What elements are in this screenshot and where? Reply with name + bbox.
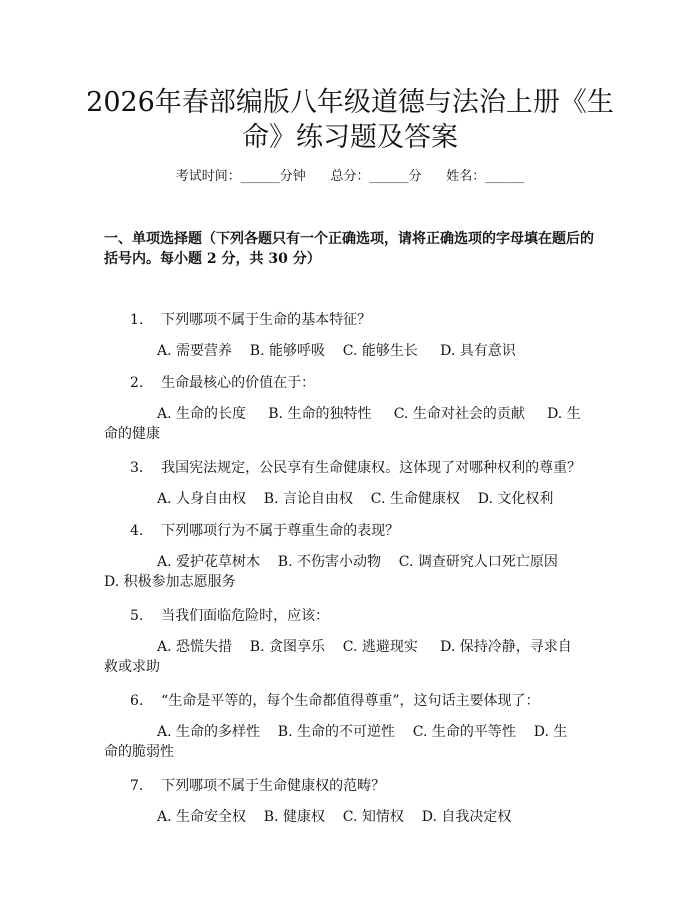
question-options-continued: 命的健康 <box>104 426 160 442</box>
question-options: A. 恐慌失措 B. 贪图享乐 C. 逃避现实 D. 保持冷静，寻求自 <box>157 639 572 655</box>
question-options-continued: 命的脆弱性 <box>104 744 174 760</box>
question-options: A. 需要营养 B. 能够呼吸 C. 能够生长 D. 具有意识 <box>157 343 516 359</box>
page-title-line1: 2026年春部编版八年级道德与法治上册《生 <box>86 87 614 118</box>
question-options: A. 爱护花草树木 B. 不伤害小动物 C. 调查研究人口死亡原因 <box>157 554 558 570</box>
question-stem: 6. “生命是平等的，每个生命都值得尊重”，这句话主要体现了： <box>130 693 540 709</box>
question-stem: 7. 下列哪项不属于生命健康权的范畴？ <box>130 778 386 794</box>
page-title-line2: 命》练习题及答案 <box>242 122 458 153</box>
section-heading-line2: 括号内。每小题 2 分，共 30 分） <box>104 251 321 267</box>
question-stem: 4. 下列哪项行为不属于尊重生命的表现？ <box>130 523 400 539</box>
question-options-continued: D. 积极参加志愿服务 <box>104 574 236 590</box>
question-options: A. 生命的长度 B. 生命的独特性 C. 生命对社会的贡献 D. 生 <box>157 406 581 422</box>
question-options: A. 人身自由权 B. 言论自由权 C. 生命健康权 D. 文化权利 <box>157 491 554 507</box>
question-options-continued: 救或求助 <box>104 659 160 675</box>
question-stem: 1. 下列哪项不属于生命的基本特征？ <box>130 312 372 328</box>
exam-info-line: 考试时间：______分钟 总分：______分 姓名：______ <box>175 169 525 184</box>
question-stem: 2. 生命最核心的价值在于： <box>130 375 316 391</box>
question-stem: 5. 当我们面临危险时，应该： <box>130 608 330 624</box>
question-stem: 3. 我国宪法规定，公民享有生命健康权。这体现了对哪种权利的尊重？ <box>130 460 582 476</box>
question-options: A. 生命的多样性 B. 生命的不可逆性 C. 生命的平等性 D. 生 <box>157 724 568 740</box>
section-heading-line1: 一、单项选择题（下列各题只有一个正确选项，请将正确选项的字母填在题后的 <box>104 231 594 247</box>
question-options: A. 生命安全权 B. 健康权 C. 知情权 D. 自我决定权 <box>157 809 512 825</box>
